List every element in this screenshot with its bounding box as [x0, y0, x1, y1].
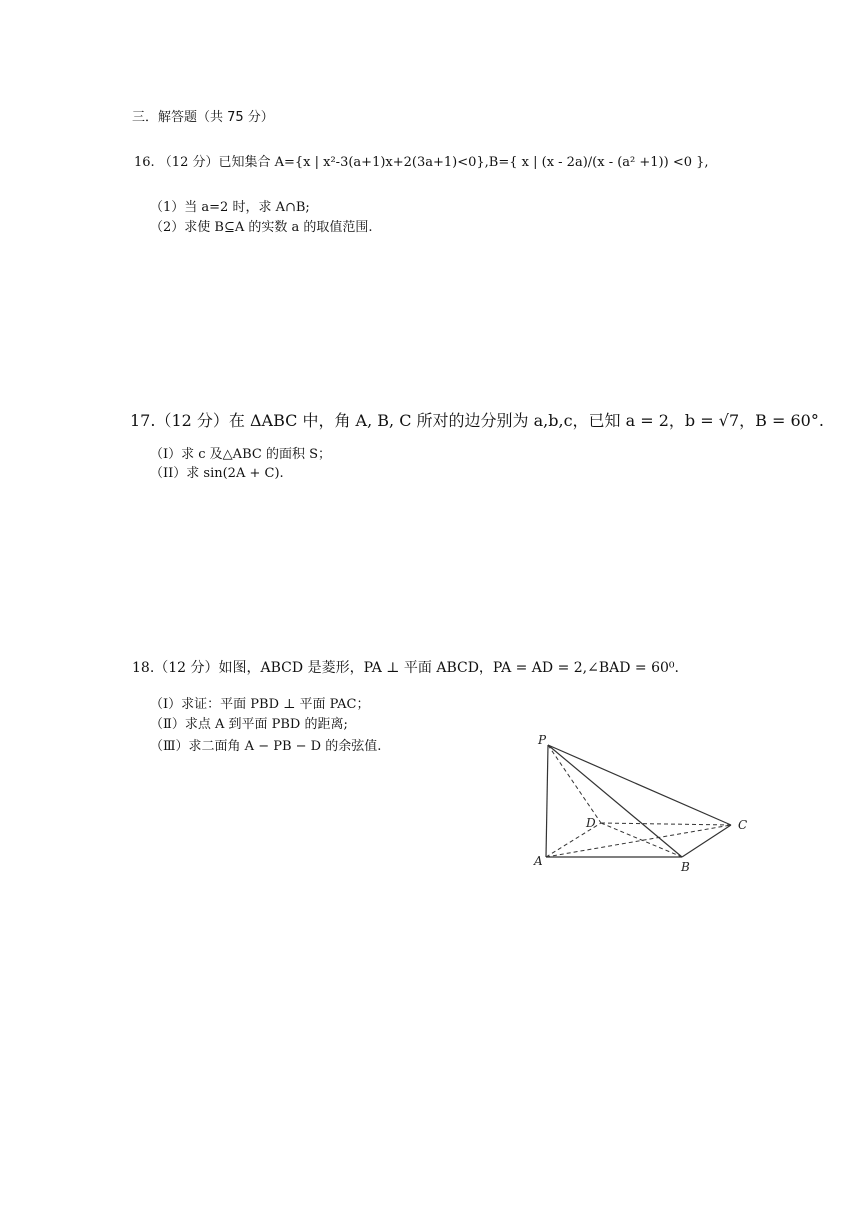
label-b: B: [681, 860, 690, 874]
pyramid-figure: [528, 728, 758, 878]
label-a: A: [534, 854, 543, 868]
edge-dc: [601, 823, 731, 825]
q18-part1: （Ⅰ）求证：平面 PBD ⊥ 平面 PAC；: [150, 697, 370, 712]
label-d: D: [586, 816, 596, 830]
edge-bc: [682, 825, 731, 857]
edge-pa: [546, 745, 548, 857]
q16-part2: （2）求使 B⊆A 的实数 a 的取值范围.: [150, 220, 373, 235]
pyramid-diagram: [528, 728, 758, 878]
edge-pb: [548, 745, 682, 857]
q16-stem: 16. （12 分）已知集合 A={x | x²-3(a+1)x+2(3a+1)<0},B={ x | (x - 2a)/(x - (a² +1)) <0 },: [134, 155, 709, 170]
diag-bd: [601, 823, 682, 857]
label-c: C: [738, 818, 748, 832]
q17-part2: （II）求 sin(2A + C).: [150, 466, 284, 481]
q16-part1: （1）当 a=2 时，求 A∩B;: [150, 200, 310, 215]
q18-part3: （Ⅲ）求二面角 A − PB − D 的余弦值.: [150, 739, 382, 754]
section-title: 三．解答题（共 75 分）: [132, 110, 274, 125]
edge-pc: [548, 745, 731, 825]
q18-stem: 18.（12 分）如图，ABCD 是菱形，PA ⊥ 平面 ABCD，PA = AD = 2,∠BAD = 60⁰.: [132, 660, 679, 676]
q17-part1: （I）求 c 及△ABC 的面积 S；: [150, 447, 331, 462]
q18-part2: （Ⅱ）求点 A 到平面 PBD 的距离;: [150, 717, 348, 732]
q17-stem: 17.（12 分）在 ΔABC 中，角 A, B, C 所对的边分别为 a,b,c，已知 a = 2，b = √7，B = 60°.: [130, 411, 824, 430]
label-p: P: [538, 733, 547, 747]
diag-ac: [546, 825, 731, 857]
